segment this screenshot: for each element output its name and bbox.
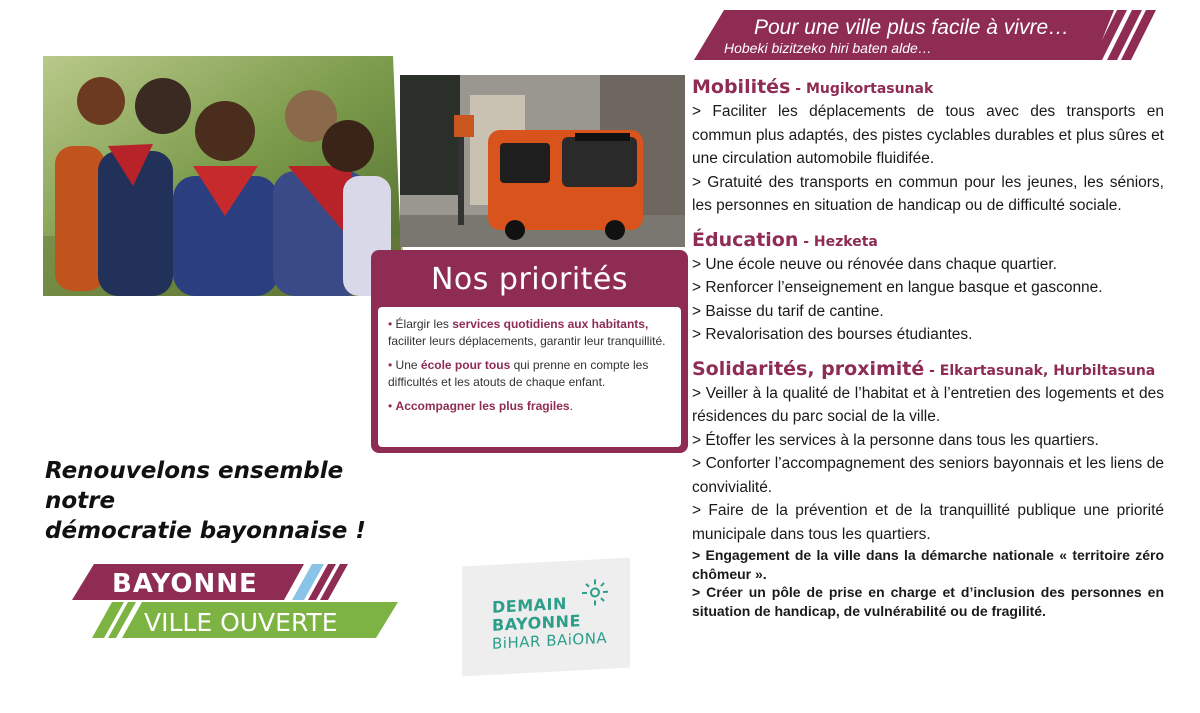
logo-bayonne-text: BAYONNE xyxy=(112,569,258,599)
section-item: > Une école neuve ou rénovée dans chaque quartier. xyxy=(692,255,1057,273)
program-column xyxy=(692,76,1164,620)
priority-item: • Une école pour tous qui prenne en compte les difficultés et les atouts de chaque enfant. xyxy=(388,358,649,389)
banner-title: Pour une ville plus facile à vivre… xyxy=(754,16,1070,39)
priority-highlight: Accompagner les plus fragiles xyxy=(395,399,570,413)
section-item: > Conforter l’accompagnement des seniors bayonnais et les liens de convivialité. xyxy=(692,455,1164,496)
slogan-line2: démocratie bayonnaise ! xyxy=(45,518,366,544)
section-heading-mobilites: Mobilités - Mugikortasunak xyxy=(692,76,934,98)
section-item: > Baisse du tarif de cantine. xyxy=(692,302,884,320)
priority-item: • Accompagner les plus fragiles. xyxy=(388,399,573,413)
bullet-icon: • xyxy=(388,317,393,331)
section-heading-solidarites: Solidarités, proximité - Elkartasunak, Hurbiltasuna xyxy=(692,357,1156,380)
priorities-list xyxy=(378,307,681,447)
logo-bihar-baiona-text: BiHAR BAiONA xyxy=(492,628,608,653)
section-item: > Renforcer l’enseignement en langue basque et gasconne. xyxy=(692,279,1103,296)
section-heading-education: Éducation - Hezketa xyxy=(692,228,878,251)
slogan-line1: Renouvelons ensemble notre xyxy=(45,458,344,514)
priority-highlight: école pour tous xyxy=(420,358,511,372)
logo-demain-text: DEMAIN xyxy=(492,593,567,617)
header-banner xyxy=(694,10,1156,60)
children-photo xyxy=(43,56,403,296)
bullet-icon: • xyxy=(388,399,393,413)
section-item-bold: > Créer un pôle de prise en charge et d’inclusion des personnes en situation de handicap, de vulnérabilité ou de fragilité. xyxy=(692,584,1164,619)
bus-photo xyxy=(400,75,685,247)
section-item: > Faire de la prévention et de la tranquillité publique une priorité municipale dans tous les quartiers. xyxy=(692,502,1164,543)
section-item: > Veiller à la qualité de l’habitat et à l’entretien des logements et des résidences du parc social de la ville. xyxy=(692,384,1164,425)
slogan xyxy=(45,456,385,546)
section-item-bold: > Engagement de la ville dans la démarche nationale « territoire zéro chômeur ». xyxy=(692,547,1164,582)
priority-highlight: services quotidiens aux habitants, xyxy=(452,317,649,331)
section-item: > Étoffer les services à la personne dans tous les quartiers. xyxy=(692,431,1099,449)
logo-bayonne-text: BAYONNE xyxy=(492,611,581,635)
bayonne-ville-ouverte-logo xyxy=(72,560,402,644)
bullet-icon: • xyxy=(388,358,393,372)
priorities-box xyxy=(371,250,688,453)
section-item: > Gratuité des transports en commun pour les jeunes, les séniors, les personnes en situation de handicap ou de difficulté sociale. xyxy=(692,173,1164,214)
banner-subtitle: Hobeki bizitzeko hiri baten alde… xyxy=(724,40,932,56)
priorities-title: Nos priorités xyxy=(430,262,629,297)
sun-icon xyxy=(580,577,610,609)
section-item: > Faciliter les déplacements de tous avec des transports en commun plus adaptés, des pistes cyclables durables et plus sûres et une circulation automobile fluidifée. xyxy=(692,103,1164,167)
section-item: > Revalorisation des bourses étudiantes. xyxy=(692,326,973,343)
demain-bayonne-logo xyxy=(462,558,630,677)
priority-item: • Élargir les services quotidiens aux habitants, faciliter leurs déplacements, garantir leur tranquillité. xyxy=(388,317,666,348)
logo-ville-ouverte-text: VILLE OUVERTE xyxy=(144,608,338,637)
